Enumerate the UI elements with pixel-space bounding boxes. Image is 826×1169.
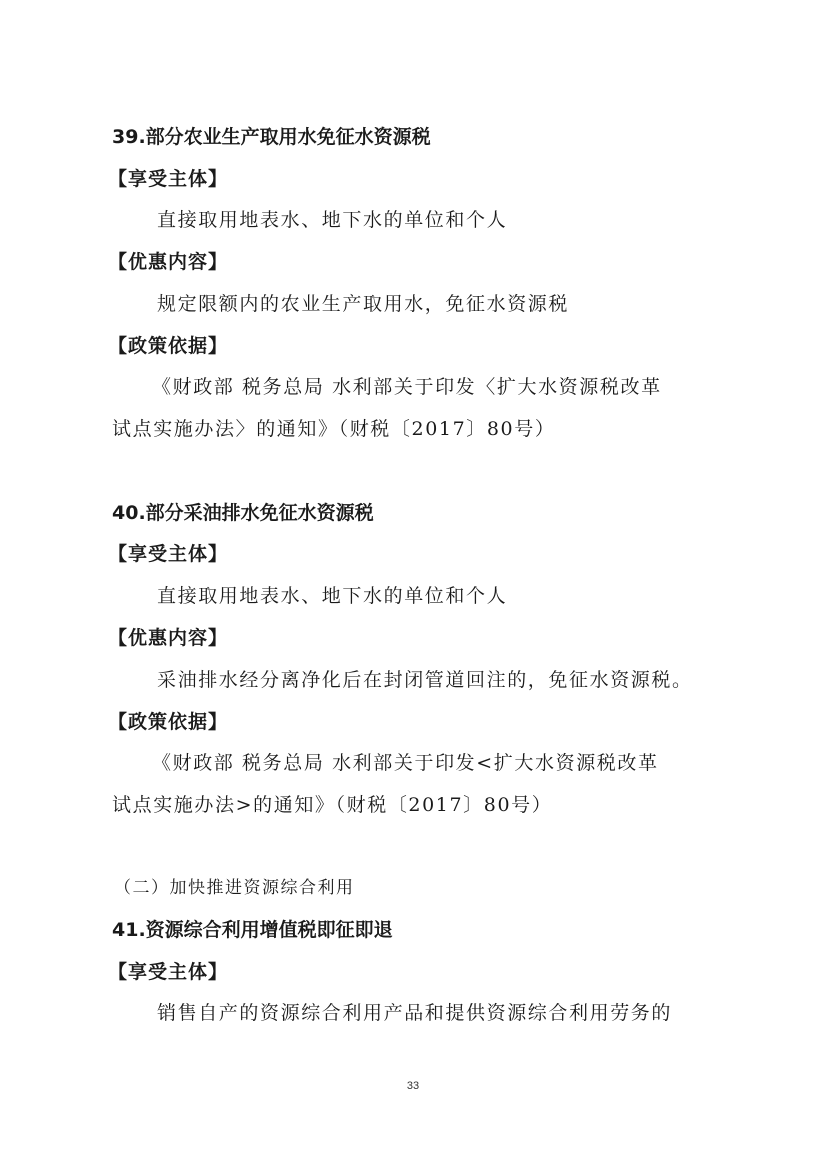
item-39-basis-line1: 《财政部 税务总局 水利部关于印发〈扩大水资源税改革 xyxy=(152,376,662,398)
item-39-subject-label: 【享受主体】 xyxy=(108,168,229,190)
item-40-basis-line1: 《财政部 税务总局 水利部关于印发<扩大水资源税改革 xyxy=(152,752,659,774)
item-39-content-label: 【优惠内容】 xyxy=(108,251,229,273)
item-39-basis-line2: 试点实施办法〉的通知》（财税〔2017〕80号） xyxy=(112,418,556,440)
item-39-content-text: 规定限额内的农业生产取用水，免征水资源税 xyxy=(157,293,570,315)
item-40-basis-label: 【政策依据】 xyxy=(108,711,229,733)
item-40-content-label: 【优惠内容】 xyxy=(108,627,229,649)
item-41-subject-text: 销售自产的资源综合利用产品和提供资源综合利用劳务的 xyxy=(157,1002,673,1024)
item-40-content-text: 采油排水经分离净化后在封闭管道回注的，免征水资源税。 xyxy=(157,669,693,691)
item-40-basis-line2: 试点实施办法>的通知》（财税〔2017〕80号） xyxy=(112,794,553,816)
item-39-subject-text: 直接取用地表水、地下水的单位和个人 xyxy=(157,209,508,231)
item-40-heading: 40.部分采油排水免征水资源税 xyxy=(112,502,374,524)
item-39-basis-label: 【政策依据】 xyxy=(108,335,229,357)
item-41-subject-label: 【享受主体】 xyxy=(108,961,229,983)
page-number: 33 xyxy=(406,1080,420,1092)
item-39-heading: 39.部分农业生产取用水免征水资源税 xyxy=(112,126,431,148)
item-40-subject-label: 【享受主体】 xyxy=(108,543,229,565)
item-41-heading: 41.资源综合利用增值税即征即退 xyxy=(112,919,393,941)
item-40-subject-text: 直接取用地表水、地下水的单位和个人 xyxy=(157,585,508,607)
section-title: （二）加快推进资源综合利用 xyxy=(114,878,355,898)
